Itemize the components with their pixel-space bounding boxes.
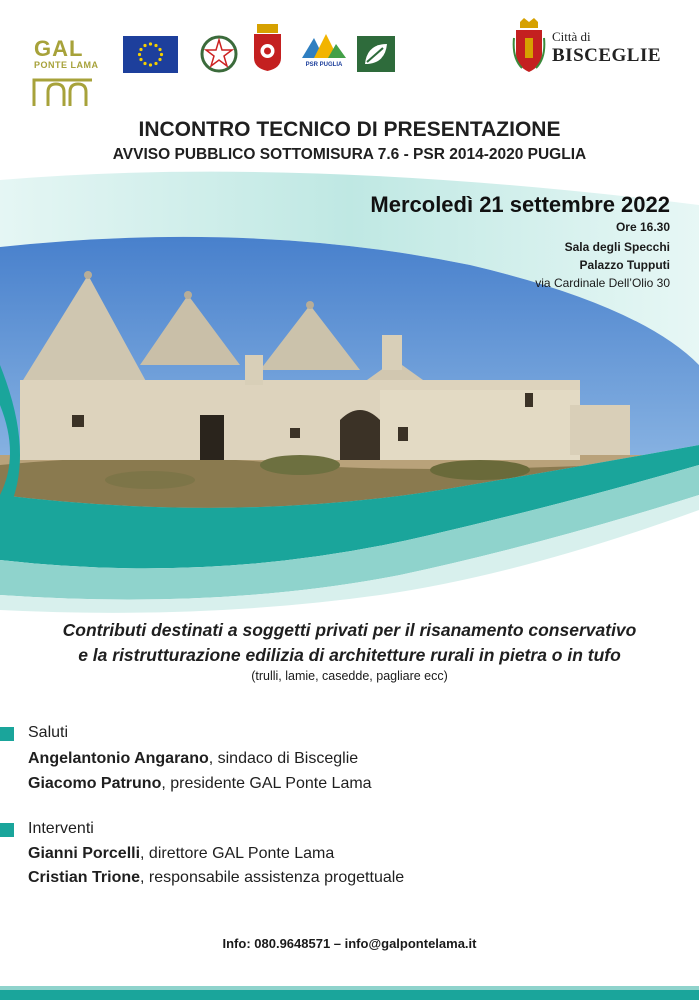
citta-di-bisceglie-logo <box>512 18 662 78</box>
interventi-heading: Interventi <box>28 820 94 837</box>
psr-label: PSR PUGLIA <box>305 62 343 68</box>
page-title: INCONTRO TECNICO DI PRESENTAZIONE <box>138 118 561 141</box>
speaker-role: , direttore GAL Ponte Lama <box>140 845 335 862</box>
footer-teal-bar <box>0 986 699 1000</box>
event-venue-building: Palazzo Tupputi <box>579 258 670 272</box>
speaker-name: Gianni Porcelli <box>28 845 141 862</box>
photo-swoosh-band <box>0 165 699 615</box>
event-venue-room: Sala degli Specchi <box>564 240 670 254</box>
speaker-name: Cristian Trione <box>28 869 141 886</box>
citta-di-label: Città di <box>552 29 591 44</box>
event-date: Mercoledì 21 settembre 2022 <box>370 192 670 217</box>
saluti-heading: Saluti <box>28 724 69 741</box>
page-subtitle: AVVISO PUBBLICO SOTTOMISURA 7.6 - PSR 2014-2020 PUGLIA <box>112 146 587 163</box>
gal-logo-subtext: PONTE LAMA <box>34 60 99 70</box>
speaker-role: , responsabile assistenza progettuale <box>140 869 405 886</box>
description-line-2: e la ristrutturazione edilizia di architetture rurali in pietra o in tufo <box>78 645 621 665</box>
leader-logo-icon <box>357 36 395 72</box>
speaker-role: , sindaco di Bisceglie <box>208 750 359 767</box>
saluti-speaker <box>28 775 372 793</box>
description-note: (trulli, lamie, casedde, pagliare ecc) <box>251 669 448 683</box>
interventi-marker-icon <box>0 823 14 837</box>
italian-republic-emblem-icon <box>200 34 238 74</box>
psr-puglia-logo <box>302 32 346 72</box>
bisceglie-crest-icon <box>512 18 546 74</box>
event-venue-address: via Cardinale Dell’Olio 30 <box>535 276 670 290</box>
gal-arches-icon <box>32 74 94 108</box>
gal-logo-text: GAL <box>34 36 84 61</box>
description-line-1: Contributi destinati a soggetti privati per il risanamento conservativo <box>62 620 637 640</box>
interventi-speaker <box>28 869 404 887</box>
saluti-speaker <box>28 750 358 768</box>
psr-mountains-icon <box>302 32 346 58</box>
contact-info: Info: 080.9648571 – info@galpontelama.it <box>222 936 477 951</box>
speaker-name: Giacomo Patruno <box>28 775 162 792</box>
interventi-speaker <box>28 845 334 863</box>
bisceglie-label: BISCEGLIE <box>552 45 662 66</box>
eu-flag-icon <box>123 36 178 73</box>
regione-puglia-crest-icon <box>251 24 284 72</box>
speaker-role: , presidente GAL Ponte Lama <box>161 775 372 792</box>
gal-ponte-lama-logo <box>30 36 102 110</box>
saluti-marker-icon <box>0 727 14 741</box>
speaker-name: Angelantonio Angarano <box>28 750 209 767</box>
event-time: Ore 16.30 <box>615 220 670 234</box>
eu-stars-icon <box>123 36 178 73</box>
